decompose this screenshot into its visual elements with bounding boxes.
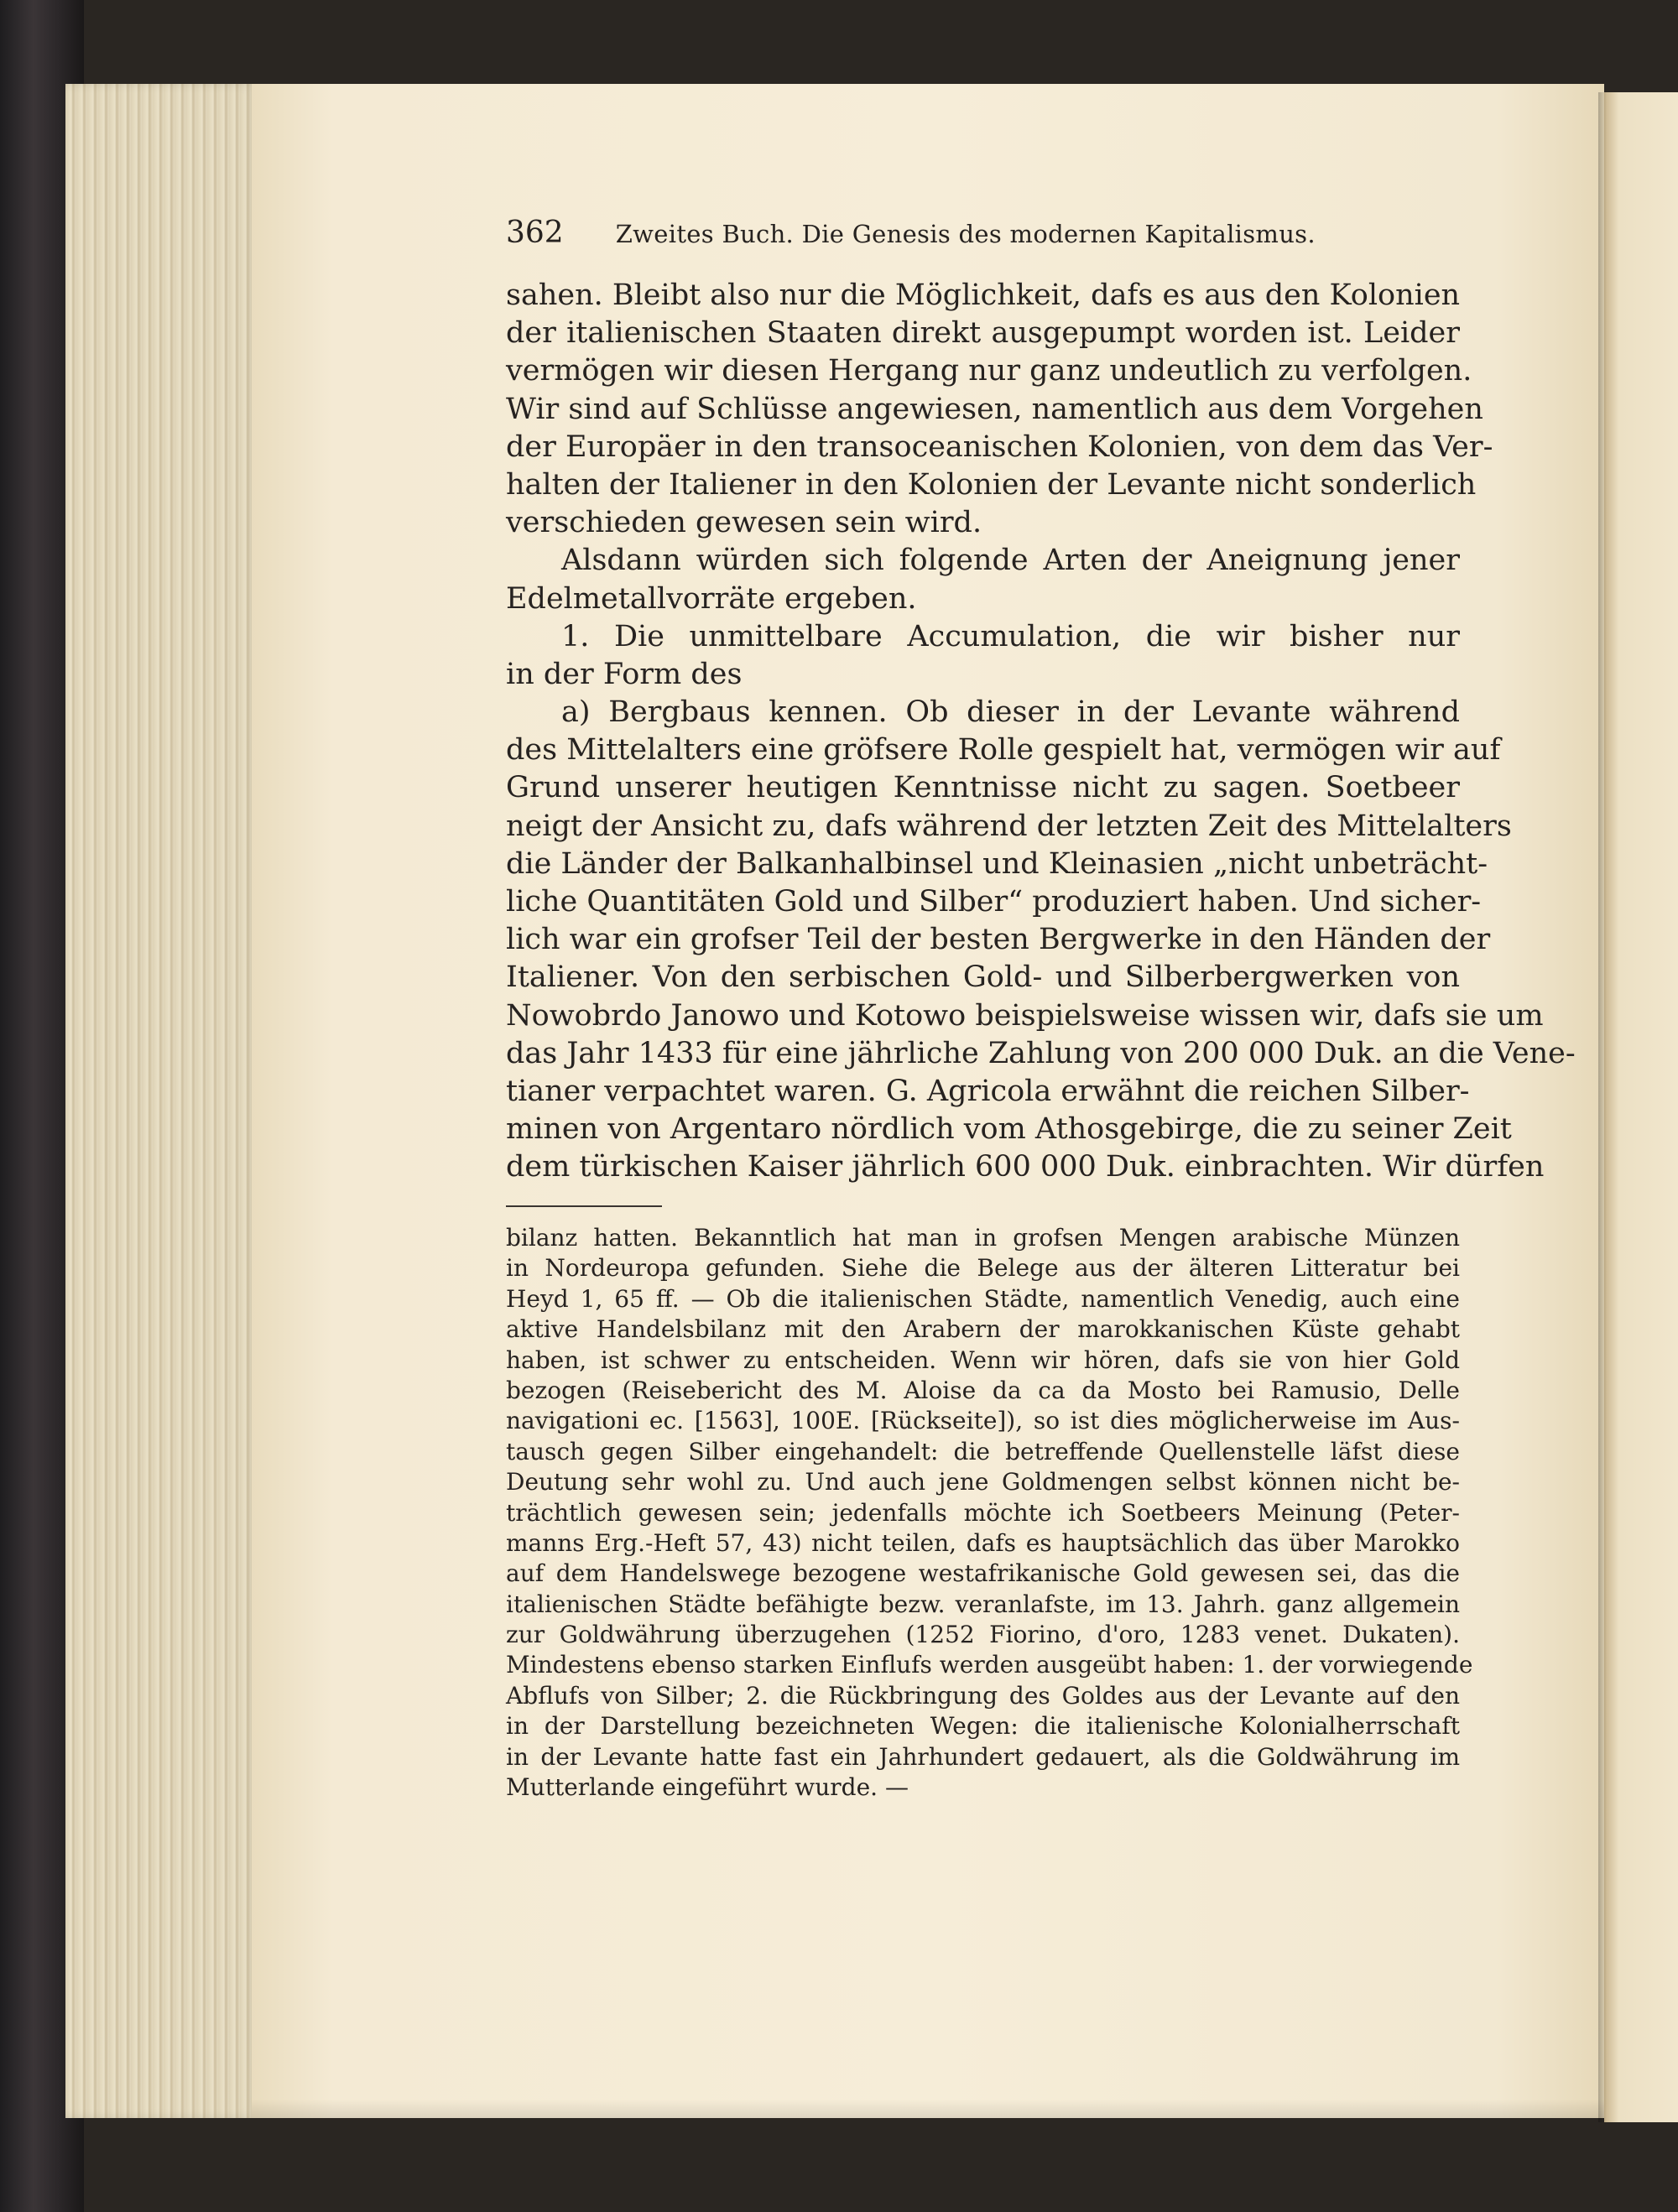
text-line: liche Quantitäten Gold und Silber“ produziert haben. Und sicher- (506, 885, 1482, 919)
footnote-line: italienischen Städte befähigte bezw. veranlafste, im 13. Jahrh. ganz allgemein (506, 1590, 1460, 1618)
text-line: halten der Italiener in den Kolonien der Levante nicht sonderlich (506, 467, 1477, 502)
text-line: Alsdann würden sich folgende Arten der Aneignung jener (561, 544, 1460, 578)
footnote-line: Heyd 1, 65 ff. — Ob die italienischen Städte, namentlich Venedig, auch eine (506, 1284, 1460, 1313)
footnote-line: Mindestens ebenso starken Einflufs werden ausgeübt haben: 1. der vorwiegende (506, 1651, 1473, 1679)
footnote-rule (506, 1205, 662, 1207)
footnote-line: Mutterlande eingeführt wurde. — (506, 1773, 909, 1802)
running-head-title: Zweites Buch. Die Genesis des modernen Kapitalismus. (615, 220, 1316, 248)
text-line: sahen. Bleibt also nur die Möglichkeit, dafs es aus den Kolonien (506, 278, 1461, 312)
text-line: dem türkischen Kaiser jährlich 600 000 Duk. einbrachten. Wir dürfen (506, 1150, 1545, 1184)
footnote-line: in der Darstellung bezeichneten Wegen: die italienische Kolonialherrschaft (506, 1712, 1460, 1741)
text-line: neigt der Ansicht zu, dafs während der letzten Zeit des Mittelalters (506, 809, 1512, 843)
text-line: der italienischen Staaten direkt ausgepumpt worden ist. Leider (506, 316, 1460, 351)
text-line: lich war ein grofser Teil der besten Bergwerke in den Händen der (506, 923, 1491, 957)
text-line: a) Bergbaus kennen. Ob dieser in der Levante während (561, 695, 1460, 730)
text-line: die Länder der Balkanhalbinsel und Kleinasien „nicht unbeträcht- (506, 846, 1488, 881)
footnote-line: zur Goldwährung überzugehen (1252 Fiorino, d'oro, 1283 venet. Dukaten). (506, 1621, 1460, 1649)
gutter-shadow (1598, 92, 1607, 2122)
text-line: Edelmetallvorräte ergeben. (506, 581, 917, 616)
footnote-line: trächtlich gewesen sein; jedenfalls möchte ich Soetbeers Meinung (Peter- (506, 1498, 1460, 1527)
footnote-line: navigationi ec. [1563], 100E. [Rückseite]), so ist dies möglicherweise im Aus- (506, 1407, 1460, 1435)
text-line: minen von Argentaro nördlich vom Athosgebirge, die zu seiner Zeit (506, 1112, 1512, 1147)
footnote-line: in der Levante hatte fast ein Jahrhundert gedauert, als die Goldwährung im (506, 1742, 1460, 1771)
text-line: das Jahr 1433 für eine jährliche Zahlung von 200 000 Duk. an die Vene- (506, 1036, 1576, 1070)
running-head (506, 216, 1460, 250)
footnote-line: auf dem Handelswege bezogene westafrikanische Gold gewesen sei, das die (506, 1559, 1460, 1588)
text-line: des Mittelalters eine gröfsere Rolle gespielt hat, vermögen wir auf (506, 733, 1501, 768)
stacked-page-edges (65, 84, 258, 2118)
footnote-line: tausch gegen Silber eingehandelt: die betreffende Quellenstelle läfst diese (506, 1437, 1460, 1465)
text-line: verschieden gewesen sein wird. (506, 506, 982, 540)
footnote-line: aktive Handelsbilanz mit den Arabern der marokkanischen Küste gehabt (506, 1315, 1460, 1344)
text-line: der Europäer in den transoceanischen Kolonien, von dem das Ver- (506, 429, 1493, 464)
page-shadow (252, 2100, 1604, 2118)
footnote-line: Deutung sehr wohl zu. Und auch jene Goldmengen selbst können nicht be- (506, 1468, 1460, 1496)
footnote-line: bilanz hatten. Bekanntlich hat man in grofsen Mengen arabische Münzen (506, 1224, 1460, 1252)
text-line: 1. Die unmittelbare Accumulation, die wir bisher nur (561, 619, 1460, 653)
text-line: vermögen wir diesen Hergang nur ganz undeutlich zu verfolgen. (506, 354, 1472, 388)
footnote-line: bezogen (Reisebericht des M. Aloise da ca da Mosto bei Ramusio, Delle (506, 1376, 1460, 1404)
text-line: Nowobrdo Janowo und Kotowo beispielsweise wissen wir, dafs sie um (506, 998, 1544, 1033)
footnote (506, 1223, 1473, 1803)
text-line: tianer verpachtet waren. G. Agricola erwähnt die reichen Silber- (506, 1074, 1470, 1108)
text-line: Grund unserer heutigen Kenntnisse nicht zu sagen. Soetbeer (506, 771, 1460, 805)
footnote-line: haben, ist schwer zu entscheiden. Wenn wir hören, dafs sie von hier Gold (506, 1345, 1460, 1374)
facing-page-edge (1604, 92, 1678, 2122)
main-text (506, 277, 1576, 1187)
text-line: Italiener. Von den serbischen Gold- und Silberbergwerken von (506, 960, 1460, 995)
text-line: Wir sind auf Schlüsse angewiesen, namentlich aus dem Vorgehen (506, 392, 1483, 426)
footnote-line: Abflufs von Silber; 2. die Rückbringung des Goldes aus der Levante auf den (506, 1681, 1460, 1710)
footnote-line: manns Erg.-Heft 57, 43) nicht teilen, dafs es hauptsächlich das über Marokko (506, 1528, 1460, 1557)
footnote-line: in Nordeuropa gefunden. Siehe die Belege aus der älteren Litteratur bei (506, 1254, 1460, 1283)
page-number: 362 (506, 216, 564, 250)
text-line: in der Form des (506, 657, 743, 691)
